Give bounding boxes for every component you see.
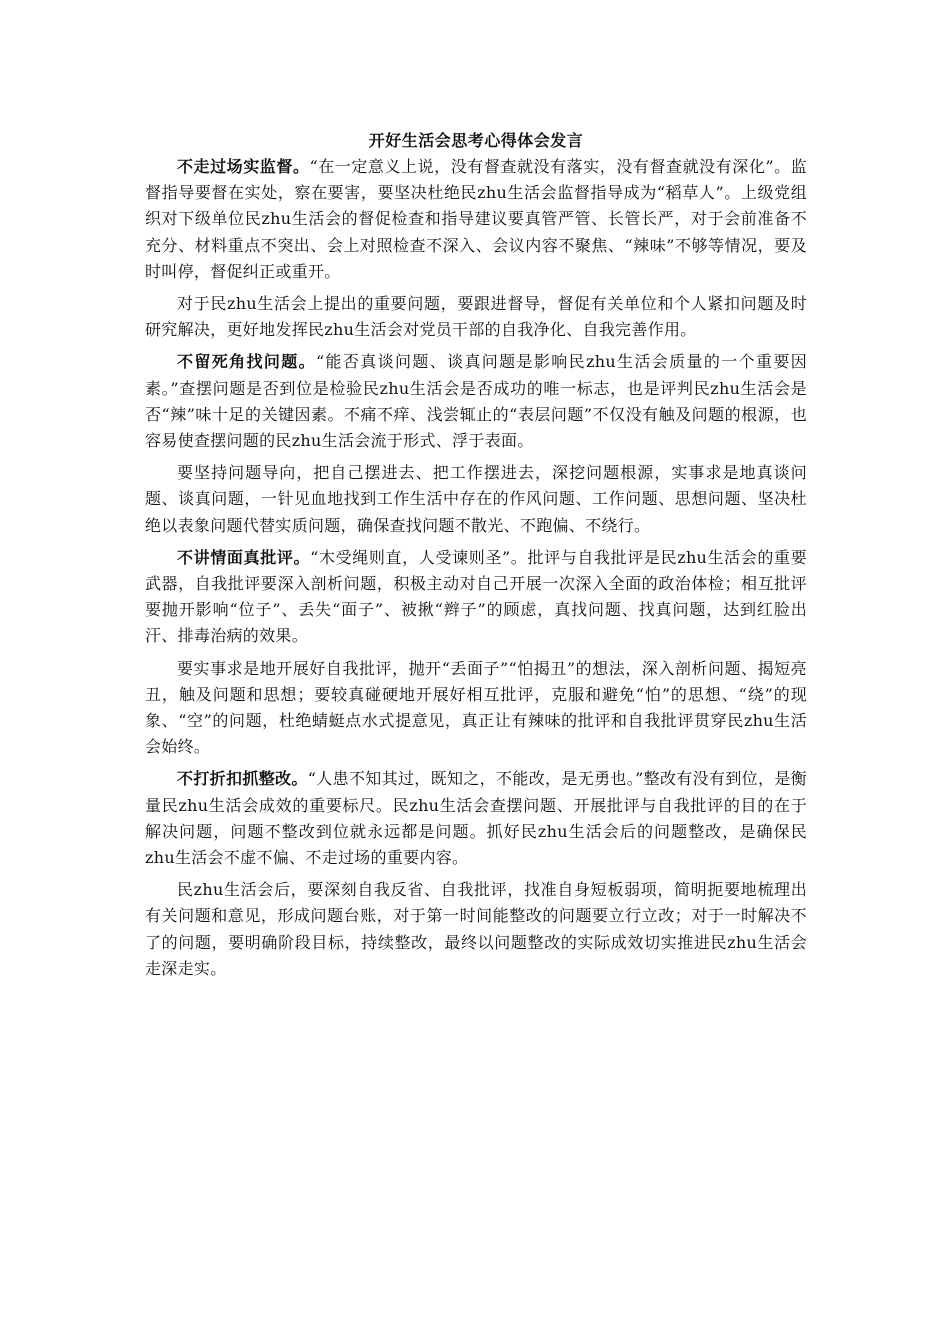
section-1-heading: 不走过场实监督。 <box>177 157 310 176</box>
section-2-heading: 不留死角找问题。 <box>177 352 316 372</box>
section-2-text-1: “能否真谈问题、谈真问题是影响民zhu生活会质量的一个重要因素。”查摆问题是否到位是检验民zhu生活会是否成功的唯一标志，也是评判民zhu生活会是否“辣”味十足的关键因素。不痛不痒、浅尝辄止的“表层问题”不仅没有触及问题的根源，也容易使查摆问题的民zhu生活会流于形式、浮于表面。 <box>145 352 807 451</box>
section-4-text-1: “人患不知其过，既知之，不能改，是无勇也。”整改有没有到位，是衡量民zhu生活会成效的重要标尺。民zhu生活会查摆问题、开展批评与自我批评的目的在于解决问题，问题不整改到位就永远都是问题。抓好民zhu生活会后的问题整改，是确保民zhu生活会不虚不偏、不走过场的重要内容。 <box>145 769 807 868</box>
section-1-paragraph-1 <box>145 154 807 285</box>
document-title: 开好生活会思考心得体会发言 <box>368 131 584 150</box>
document-page <box>145 128 807 988</box>
section-4-paragraph-2: 民zhu生活会后，要深刻自我反省、自我批评，找准自身短板弱项，简明扼要地梳理出有关问题和意见，形成问题台账，对于第一时间能整改的问题要立行立改；对于一时解决不了的问题，要明确阶段目标，持续整改，最终以问题整改的实际成效切实推进民zhu生活会走深走实。 <box>145 880 807 978</box>
section-1-paragraph-2: 对于民zhu生活会上提出的重要问题，要跟进督导，督促有关单位和个人紧扣问题及时研究解决，更好地发挥民zhu生活会对党员干部的自我净化、自我完善作用。 <box>145 294 807 340</box>
section-3-paragraph-1 <box>145 545 807 650</box>
section-2-paragraph-2: 要坚持问题导向，把自己摆进去、把工作摆进去，深挖问题根源，实事求是地真谈问题、谈真问题，一针见血地找到工作生活中存在的作风问题、工作问题、思想问题、坚决杜绝以表象问题代替实质问题，确保查找问题不散光、不跑偏、不绕行。 <box>145 463 807 535</box>
section-3-heading: 不讲情面真批评。 <box>177 547 311 567</box>
section-4-heading: 不打折扣抓整改。 <box>177 769 308 789</box>
section-4-paragraph-1 <box>145 766 807 871</box>
section-2-paragraph-1 <box>145 349 807 454</box>
section-3-text-1: “木受绳则直，人受谏则圣”。批评与自我批评是民zhu生活会的重要武器，自我批评要深入剖析问题，积极主动对自己开展一次深入全面的政治体检；相互批评要抛开影响“位子”、丢失“面子”、被揪“辫子”的顾虑，真找问题、找真问题，达到红脸出汗、排毒治病的效果。 <box>145 547 807 646</box>
section-3-paragraph-2: 要实事求是地开展好自我批评，抛开“丢面子”“怕揭丑”的想法，深入剖析问题、揭短亮丑，触及问题和思想；要较真碰硬地开展好相互批评，克服和避免“怕”的思想、“绕”的现象、“空”的问题，杜绝蜻蜓点水式提意见，真正让有辣味的批评和自我批评贯穿民zhu生活会始终。 <box>145 658 807 757</box>
section-1-text-1: “在一定意义上说，没有督查就没有落实，没有督查就没有深化”。监督指导要督在实处，察在要害，要坚决杜绝民zhu生活会监督指导成为“稻草人”。上级党组织对下级单位民zhu生活会的督促检查和指导建议要真管严管、长管长严，对于会前准备不充分、材料重点不突出、会上对照检查不深入、会议内容不聚焦、“辣味”不够等情况，要及时叫停，督促纠正或重开。 <box>145 157 807 281</box>
